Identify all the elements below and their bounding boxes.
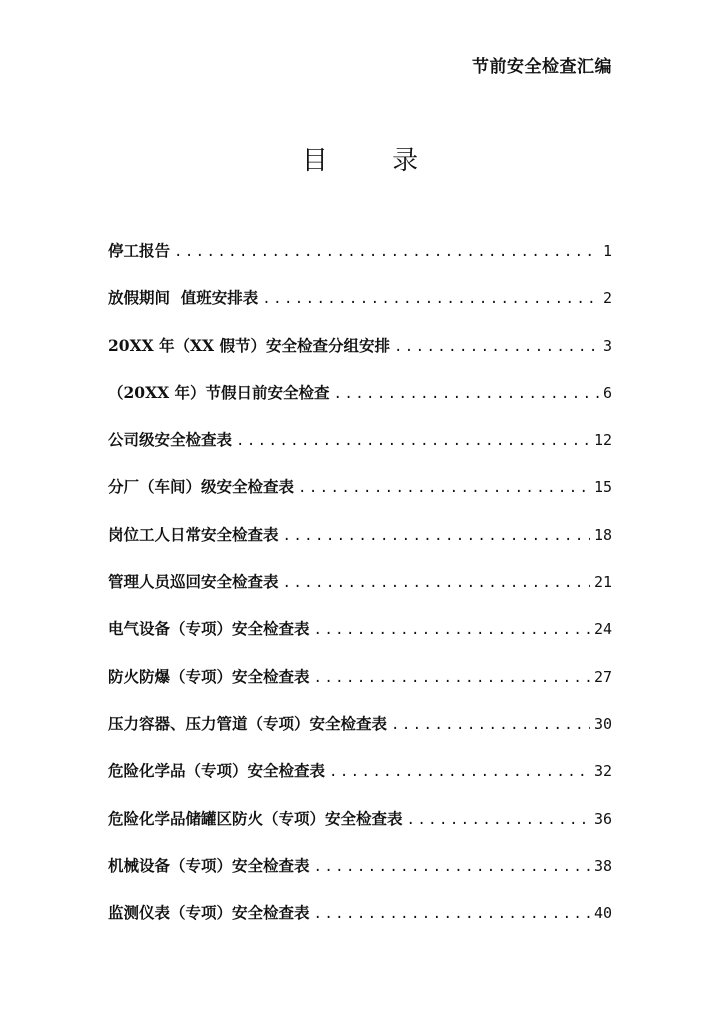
toc-entry-label: 机械设备（专项）安全检查表	[108, 855, 310, 875]
toc-entry-page: 27	[593, 667, 612, 686]
toc-entry-label: 放假期间 值班安排表	[108, 288, 259, 308]
toc-entry[interactable]	[108, 331, 612, 378]
toc-entry-label: 公司级安全检查表	[108, 430, 233, 450]
toc-entry-label: 防火防爆（专项）安全检查表	[108, 666, 310, 686]
toc-entry[interactable]	[108, 614, 612, 661]
toc-entry-label: 岗位工人日常安全检查表	[108, 524, 279, 544]
toc-entry-page: 38	[593, 856, 612, 875]
toc-entry[interactable]	[108, 662, 612, 709]
toc-entry-label: 20XX 年（XX 假节）安全检查分组安排	[108, 335, 390, 355]
toc-dot-leader	[298, 473, 590, 503]
toc-dot-leader	[314, 899, 590, 929]
toc-entry-page: 2	[602, 289, 612, 308]
toc-dot-leader	[329, 757, 590, 787]
toc-entry-label: （20XX 年）节假日前安全检查	[108, 382, 330, 402]
toc-dot-leader	[314, 663, 590, 693]
toc-dot-leader	[174, 237, 599, 267]
toc-entry-label: 监测仪表（专项）安全检查表	[108, 903, 310, 923]
toc-entry-page: 15	[593, 478, 612, 497]
toc-entry-label: 危险化学品储罐区防火（专项）安全检查表	[108, 808, 403, 828]
toc-entry[interactable]	[108, 236, 612, 283]
toc-entry-label: 分厂（车间）级安全检查表	[108, 477, 295, 497]
toc-entry-label: 危险化学品（专项）安全检查表	[108, 761, 326, 781]
toc-entry-page: 3	[602, 336, 612, 355]
toc-list	[108, 236, 612, 945]
toc-dot-leader	[391, 710, 590, 740]
toc-dot-leader	[407, 805, 590, 835]
toc-entry-label: 电气设备（专项）安全检查表	[108, 619, 310, 639]
toc-entry-page: 32	[593, 762, 612, 781]
toc-entry[interactable]	[108, 283, 612, 330]
toc-dot-leader	[236, 426, 590, 456]
toc-entry-page: 24	[593, 620, 612, 639]
toc-entry[interactable]	[108, 756, 612, 803]
toc-entry-label: 停工报告	[108, 241, 171, 260]
toc-entry-page: 18	[593, 525, 612, 544]
toc-dot-leader	[314, 615, 590, 645]
toc-entry-label: 管理人员巡回安全检查表	[108, 572, 279, 592]
toc-entry[interactable]	[108, 425, 612, 472]
toc-entry-page: 6	[602, 383, 612, 402]
toc-dot-leader	[314, 852, 590, 882]
toc-entry-page: 40	[593, 904, 612, 923]
toc-dot-leader	[262, 284, 599, 314]
toc-entry[interactable]	[108, 804, 612, 851]
toc-entry-page: 30	[593, 714, 612, 733]
toc-entry[interactable]	[108, 472, 612, 519]
toc-entry[interactable]	[108, 378, 612, 425]
toc-dot-leader	[283, 568, 590, 598]
toc-entry-page: 36	[593, 809, 612, 828]
running-header: 节前安全检查汇编	[472, 57, 612, 77]
toc-entry-page: 21	[593, 573, 612, 592]
toc-dot-leader	[394, 332, 599, 362]
toc-entry[interactable]	[108, 851, 612, 898]
toc-entry-label: 压力容器、压力管道（专项）安全检查表	[108, 713, 388, 733]
toc-entry[interactable]	[108, 709, 612, 756]
toc-entry-page: 1	[602, 242, 612, 260]
toc-entry[interactable]	[108, 520, 612, 567]
toc-entry-page: 12	[593, 431, 612, 450]
toc-entry[interactable]	[108, 567, 612, 614]
toc-dot-leader	[334, 379, 599, 409]
toc-heading: 目 录	[301, 146, 447, 176]
toc-dot-leader	[283, 521, 590, 551]
toc-entry[interactable]	[108, 898, 612, 945]
